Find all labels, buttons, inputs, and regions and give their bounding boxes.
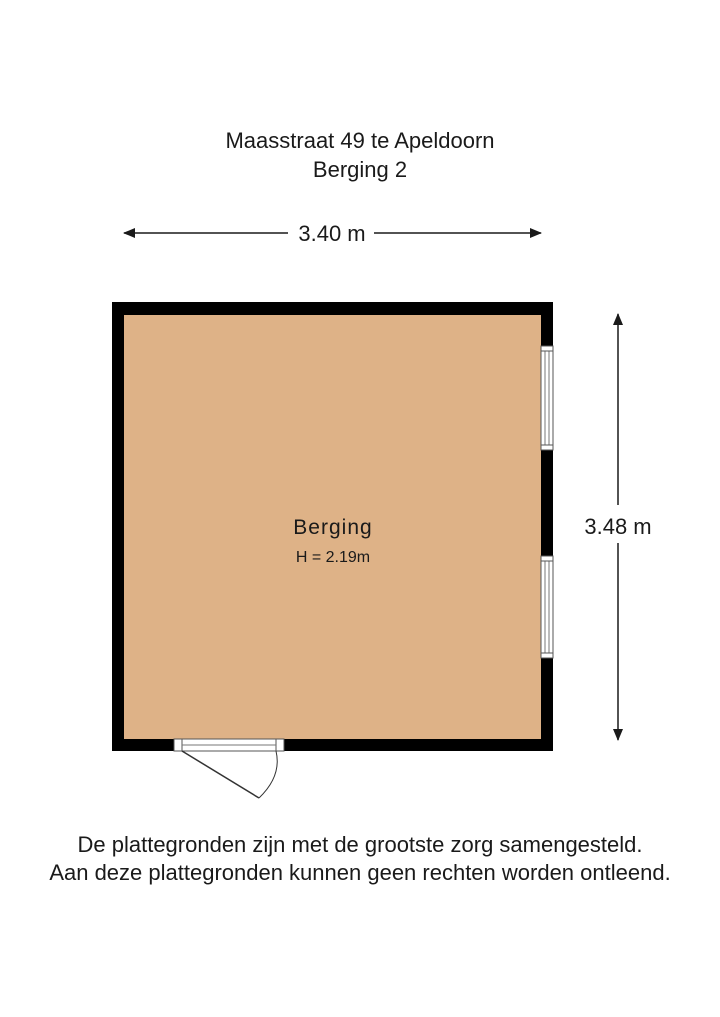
- depth-label: 3.48 m: [584, 514, 652, 539]
- floorplan-address: Maasstraat 49 te Apeldoorn: [225, 128, 495, 153]
- window-upper: [541, 346, 553, 450]
- room-height: H = 2.19m: [295, 549, 371, 566]
- disclaimer-line-1: De plattegronden zijn met de grootste zorg samengesteld.: [77, 832, 643, 857]
- window-lower: [541, 556, 553, 658]
- room-name: Berging: [293, 516, 373, 539]
- door-leaf: [182, 751, 259, 798]
- width-dimension: [124, 221, 541, 246]
- width-label: 3.40 m: [298, 221, 366, 246]
- disclaimer-line-2: Aan deze plattegronden kunnen geen rechten worden ontleend.: [49, 860, 671, 885]
- door-swing-arc: [259, 751, 277, 798]
- depth-dimension: [584, 314, 651, 740]
- door: [174, 739, 284, 798]
- floorplan-subtitle: Berging 2: [312, 157, 408, 182]
